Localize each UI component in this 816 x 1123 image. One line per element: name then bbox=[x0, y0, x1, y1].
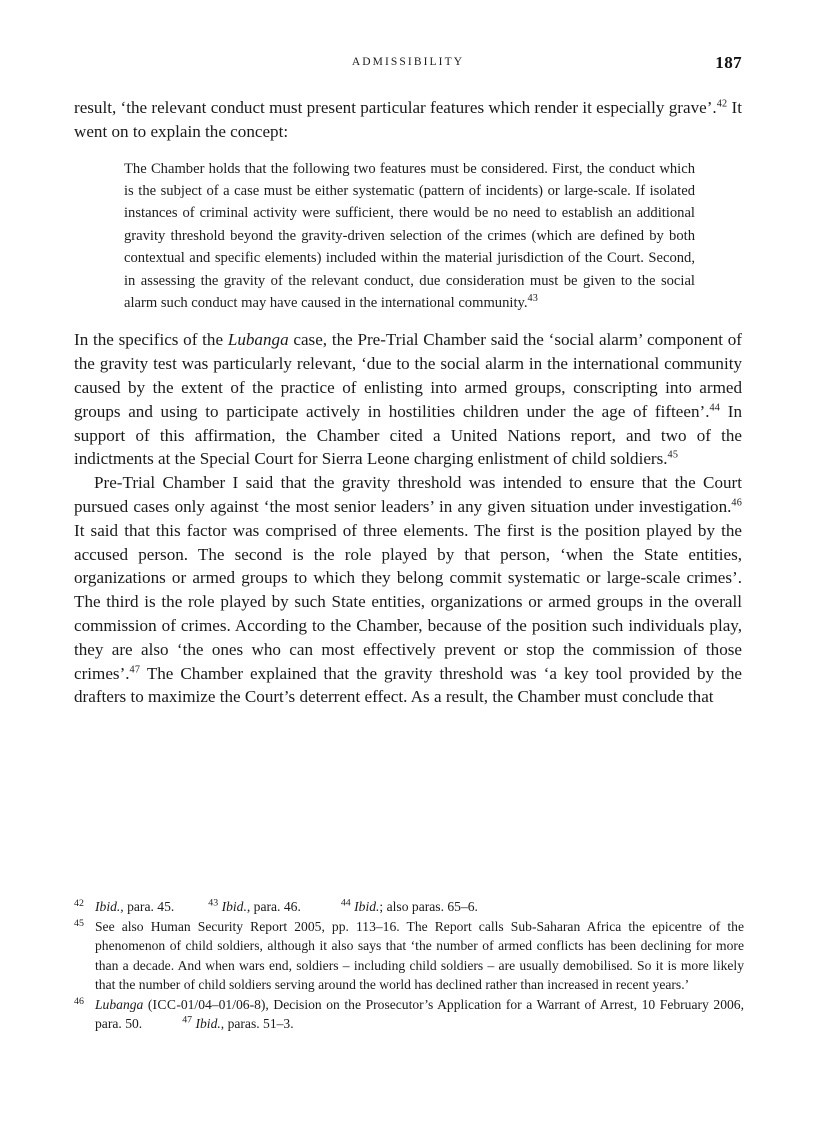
paragraph-3-segment-3: The Chamber explained that the gravity threshold was ‘a key tool provided by the drafters to maximize the Court’s deterrent effect. As a result, the Chamber must conclude that bbox=[74, 663, 742, 707]
footnote-43 bbox=[208, 899, 301, 914]
block-quote-text: The Chamber holds that the following two features must be considered. First, the conduct which is the subject of a case must be either systematic (pattern of incidents) or large-scale. If isolated instances of criminal activity were sufficient, there would be no need to establish an additional gravity threshold beyond the gravity-driven selection of the crimes (which are defined by both contextual and specific elements) included within the material jurisdiction of the Court. Second, in assessing the gravity of the relevant conduct, due consideration must be given to the social alarm such conduct may have caused in the international community. bbox=[124, 160, 695, 312]
footnote-ref-43[interactable]: 43 bbox=[527, 293, 539, 305]
footnote-44-italic: Ibid. bbox=[354, 899, 380, 914]
footnote-ref-47[interactable]: 47 bbox=[129, 663, 141, 675]
footnote-mark-43: 43 bbox=[208, 897, 219, 909]
footnote-ref-46[interactable]: 46 bbox=[731, 497, 742, 509]
paragraph-2-segment-1: In the specifics of the bbox=[74, 330, 228, 350]
footnote-42-text: , para. 45. bbox=[120, 899, 175, 914]
footnote-46-case-name: Lubanga bbox=[95, 997, 144, 1013]
paragraph-3-segment-2: It said that this factor was comprised of three elements. The first is the position played by the accused person. The second is the role played by that person, ‘when the State entities, organizations or armed groups to which they belong commit systematic or large-scale crimes’. The third is the role played by such State entities, organizations or armed groups in the overall commission of crimes. According to the Chamber, because of the position such individuals play, they are also ‘the ones who can most effectively prevent or stop the commission of those crimes’. bbox=[74, 520, 742, 683]
paragraph-1-text-before-note: result, ‘the relevant conduct must present particular features which render it especially grave’. bbox=[74, 98, 717, 117]
footnote-46-text-2: -01/04–01/06-8), Decision on the Prosecutor’s Application for a Warrant of Arrest, 10 February 2006, para. 50. bbox=[95, 997, 744, 1032]
footnote-ref-45[interactable]: 45 bbox=[667, 449, 679, 461]
block-quote-paragraph bbox=[124, 158, 695, 315]
footnote-43-text: , para. 46. bbox=[246, 899, 301, 914]
footnote-ref-42[interactable]: 42 bbox=[716, 98, 728, 110]
paragraph-3-segment-1: Pre-Trial Chamber I said that the gravity threshold was intended to ensure that the Court pursued cases only against ‘the most senior leaders’ in any given situation under investigation. bbox=[74, 473, 742, 517]
footnote-47-italic: Ibid. bbox=[195, 1016, 221, 1032]
footnote-mark-44: 44 bbox=[340, 897, 351, 909]
footnote-43-italic: Ibid. bbox=[221, 899, 247, 914]
footnote-mark-45: 45 bbox=[74, 918, 84, 930]
footnote-ref-44[interactable]: 44 bbox=[709, 402, 721, 414]
running-head-title: ADMISSIBILITY bbox=[351, 56, 465, 68]
footnote-area bbox=[74, 897, 744, 1033]
footnote-mark-46: 46 bbox=[74, 996, 84, 1008]
footnote-45 bbox=[74, 917, 744, 994]
footnote-42-italic: Ibid. bbox=[95, 899, 121, 914]
footnote-mark-42: 42 bbox=[74, 898, 84, 909]
paragraph-2-segment-3: In support of this affirmation, the Chamber cited a United Nations report, and two of the indictments at the Special Court for Sierra Leone charging enlistment of child soldiers. bbox=[74, 401, 742, 469]
footnote-46 bbox=[74, 995, 744, 1033]
footnote-46-text-1: ( bbox=[143, 997, 153, 1013]
footnote-mark-47: 47 bbox=[182, 1014, 193, 1026]
footnote-row-42-44 bbox=[74, 897, 744, 916]
paragraph-1-text-after-note: It went on to explain the concept: bbox=[74, 98, 742, 141]
text-block bbox=[74, 96, 742, 709]
paragraph-2 bbox=[74, 328, 742, 471]
case-name-lubanga: Lubanga bbox=[227, 330, 289, 350]
footnote-45-text: See also Human Security Report 2005, pp. 113–16. The Report calls Sub-Saharan Africa the epicentre of the phenomenon of child soldiers, although it also says that ‘the number of armed conflicts has been declining for more than a decade. And when wars end, soldiers – including child soldiers – are usually demobilised. So it is more likely that the number of child soldiers serving around the world has declined rather than increased in recent years.’ bbox=[95, 919, 744, 992]
block-quote bbox=[74, 158, 742, 315]
footnote-47 bbox=[182, 1016, 293, 1031]
page-number: 187 bbox=[715, 53, 742, 72]
footnote-46-icc-label: ICC bbox=[152, 997, 177, 1013]
footnote-44 bbox=[341, 899, 478, 914]
paragraph-1 bbox=[74, 96, 742, 144]
running-head bbox=[74, 53, 742, 76]
paragraph-2-segment-2: case, the Pre-Trial Chamber said the ‘social alarm’ component of the gravity test was particularly relevant, ‘due to the social alarm in the international community caused by the extent of the practice of enlisting into armed groups, conscripting into armed groups and using to participate actively in hostilities children under the age of fifteen’. bbox=[74, 330, 742, 421]
footnote-44-text: ; also paras. 65–6. bbox=[379, 899, 478, 914]
footnote-42 bbox=[95, 899, 174, 914]
paragraph-3 bbox=[74, 471, 742, 709]
footnote-47-text: , paras. 51–3. bbox=[220, 1016, 294, 1032]
